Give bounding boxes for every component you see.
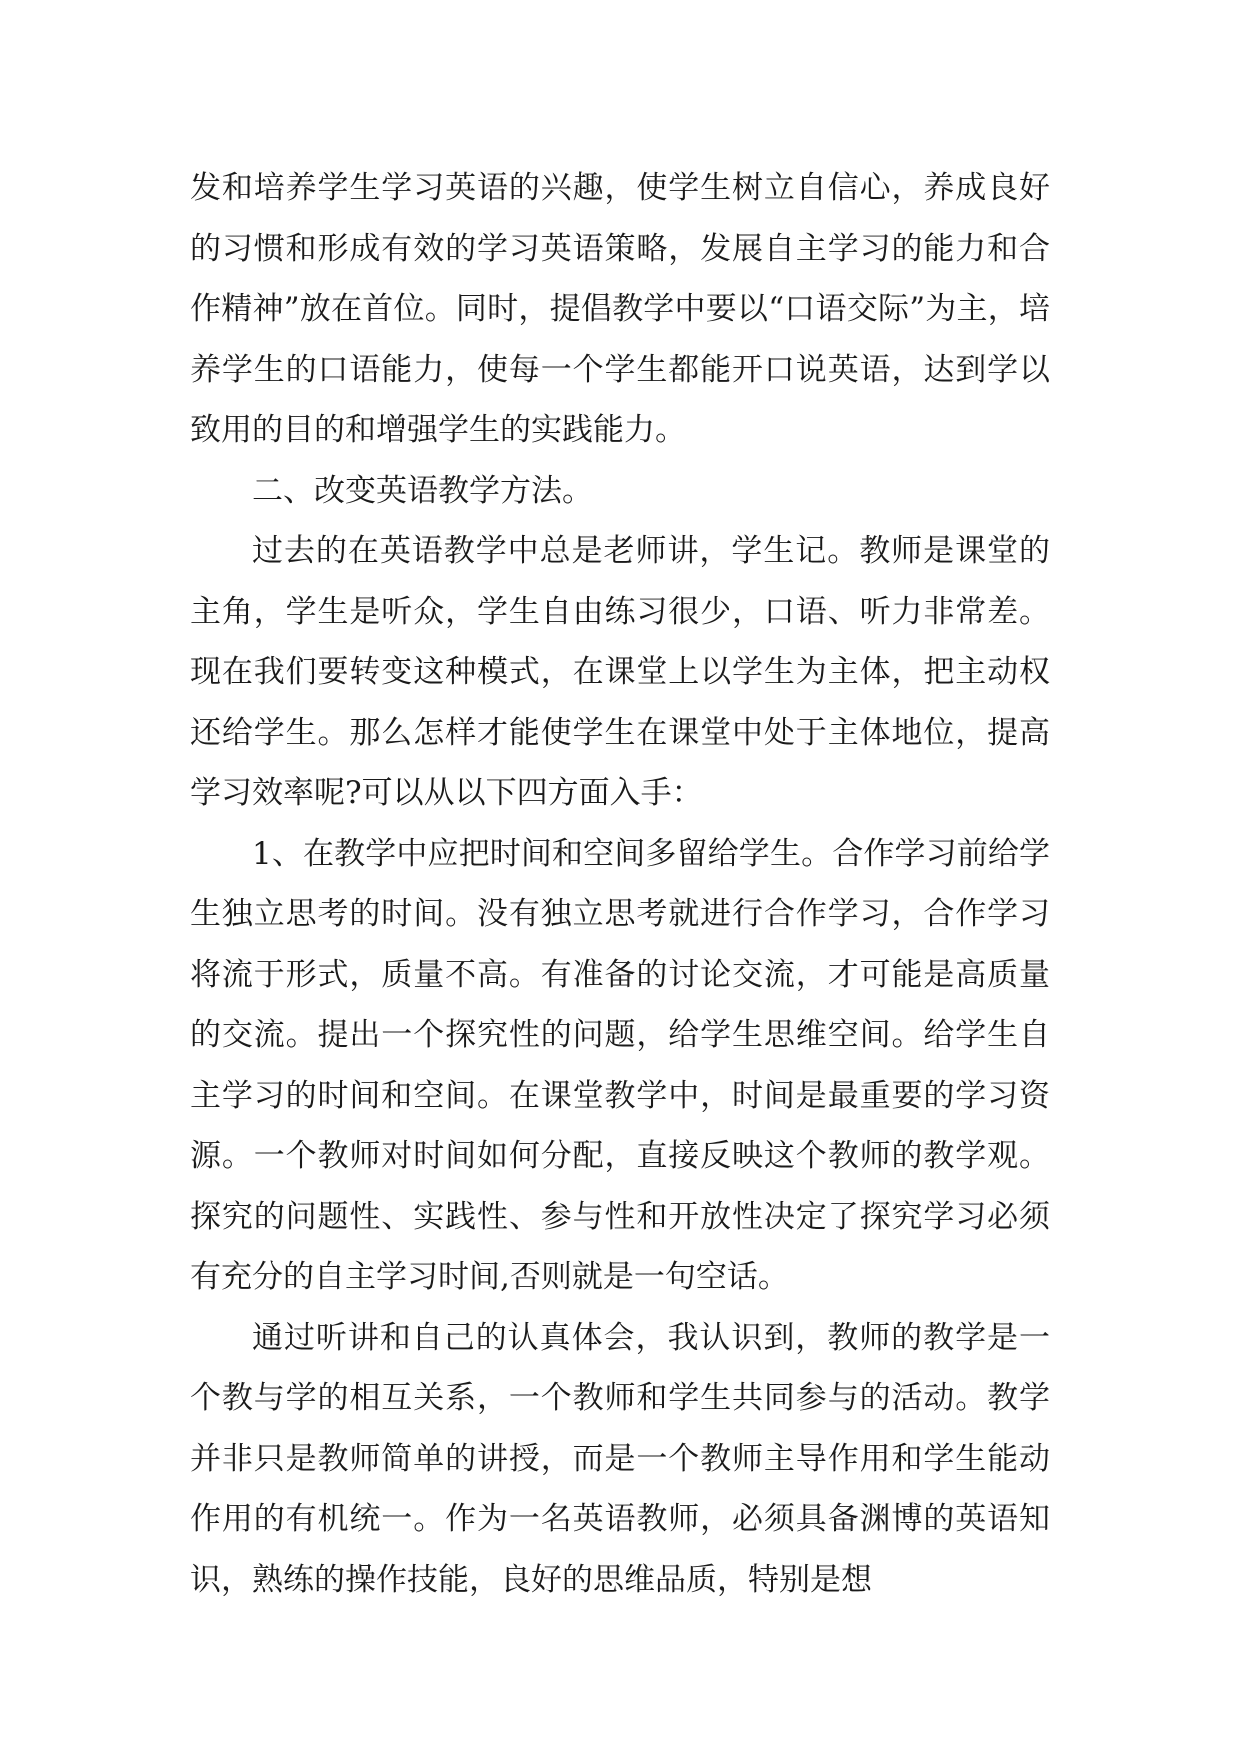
paragraph-point-1: 1、在教学中应把时间和空间多留给学生。合作学习前给学生独立思考的时间。没有独立思考就进行合作学习，合作学习将流于形式，质量不高。有准备的讨论交流，才可能是高质量的交流。提出一个探究性的问题，给学生思维空间。给学生自主学习的时间和空间。在课堂教学中，时间是最重要的学习资源。一个教师对时间如何分配，直接反映这个教师的教学观。探究的问题性、实践性、参与性和开放性决定了探究学习必须有充分的自主学习时间,否则就是一句空话。	[190, 835, 1050, 1295]
paragraph-continued: 发和培养学生学习英语的兴趣，使学生树立自信心，养成良好的习惯和形成有效的学习英语策略，发展自主学习的能力和合作精神”放在首位。同时，提倡教学中要以“口语交际”为主，培养学生的口语能力，使每一个学生都能开口说英语，达到学以致用的目的和增强学生的实践能力。	[190, 170, 1050, 448]
body-text	[190, 158, 1050, 1610]
paragraph-past-teaching: 过去的在英语教学中总是老师讲，学生记。教师是课堂的主角，学生是听众，学生自由练习很少，口语、听力非常差。现在我们要转变这种模式，在课堂上以学生为主体，把主动权还给学生。那么怎样才能使学生在课堂中处于主体地位，提高学习效率呢?可以从以下四方面入手：	[190, 533, 1050, 811]
section-heading-teaching-method: 二、改变英语教学方法。	[252, 472, 593, 509]
paragraph-reflection: 通过听讲和自己的认真体会，我认识到，教师的教学是一个教与学的相互关系，一个教师和学生共同参与的活动。教学并非只是教师简单的讲授，而是一个教师主导作用和学生能动作用的有机统一。作为一名英语教师，必须具备渊博的英语知识，熟练的操作技能，良好的思维品质，特别是想	[190, 1319, 1050, 1598]
